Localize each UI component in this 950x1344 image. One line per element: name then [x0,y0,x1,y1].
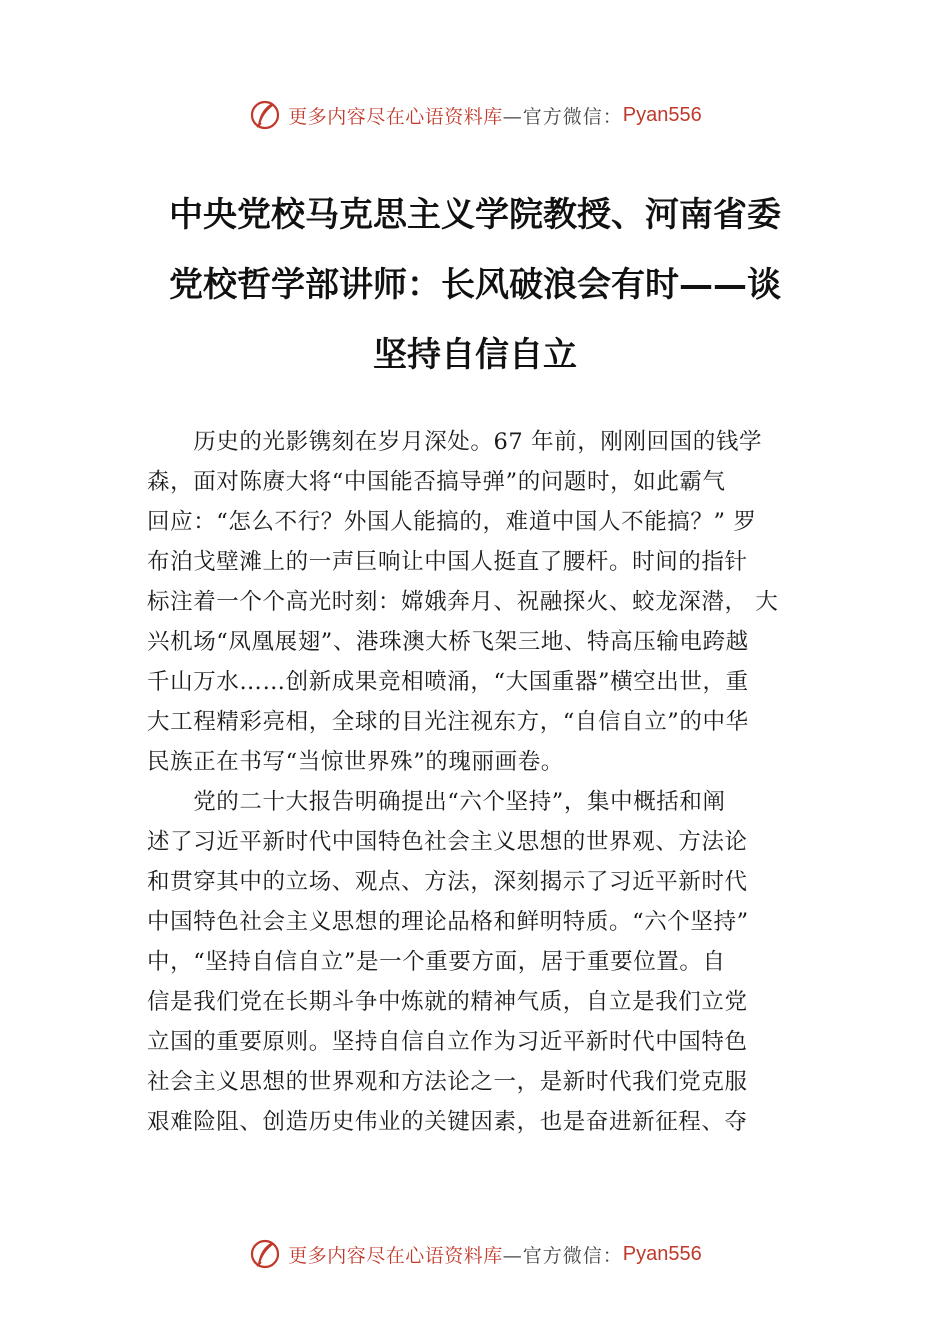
text-line: 大工程精彩亮相，全球的目光注视东方，“自信自立”的中华 [147,709,749,735]
text-line: 党的二十大报告明确提出“六个坚持”，集中概括和阐 [147,789,726,815]
quill-pen-logo-icon [248,1237,282,1271]
site-label: 更多内容尽在心语资料库 [288,1244,503,1267]
text-line: 艰难险阻、创造历史伟业的关键因素，也是奋进新征程、夺 [147,1109,748,1135]
text-line: 回应：“怎么不行？外国人能搞的，难道中国人不能搞？” 罗 [147,509,757,535]
wechat-id: Pyan556 [622,103,702,126]
wechat-id: Pyan556 [622,1242,702,1265]
text-line: 中，“坚持自信自立”是一个重要方面，居于重要位置。自 [147,949,726,975]
wechat-separator-label: —官方微信： [502,1244,623,1267]
text-line: 述了习近平新时代中国特色社会主义思想的世界观、方法论 [147,829,748,855]
title-line: 党校哲学部讲师：长风破浪会有时——谈 [169,265,781,305]
text-line: 信是我们党在长期斗争中炼就的精神气质，自立是我们立党 [147,989,748,1015]
text-line: 和贯穿其中的立场、观点、方法，深刻揭示了习近平新时代 [147,869,748,895]
text-line: 千山万水……创新成果竞相喷涌，“大国重器”横空出世，重 [147,669,749,695]
document-body [147,422,815,1142]
paragraph [147,782,815,1142]
text-line: 立国的重要原则。坚持自信自立作为习近平新时代中国特色 [147,1029,748,1055]
paragraph [147,422,815,782]
text-line: 历史的光影镌刻在岁月深处。67 年前，刚刚回国的钱学 [147,429,763,455]
document-title [140,180,810,390]
site-label: 更多内容尽在心语资料库 [288,105,503,128]
text-line: 兴机场“凤凰展翅”、港珠澳大桥飞架三地、特高压输电跨越 [147,629,749,655]
text-line: 民族正在书写“当惊世界殊”的瑰丽画卷。 [147,749,564,775]
header-banner [0,93,950,137]
quill-pen-logo-icon [248,98,282,132]
text-line: 标注着一个个高光时刻：嫦娥奔月、祝融探火、蛟龙深潜， 大 [147,589,779,615]
text-line: 布泊戈壁滩上的一声巨响让中国人挺直了腰杆。时间的指针 [147,549,748,575]
wechat-separator-label: —官方微信： [502,105,623,128]
text-line: 中国特色社会主义思想的理论品格和鲜明特质。“六个坚持” [147,909,749,935]
title-line: 坚持自信自立 [373,335,577,375]
title-line: 中央党校马克思主义学院教授、河南省委 [169,195,781,235]
text-line: 森，面对陈赓大将“中国能否搞导弹”的问题时，如此霸气 [147,469,726,495]
text-line: 社会主义思想的世界观和方法论之一，是新时代我们党克服 [147,1069,748,1095]
footer-banner [0,1232,950,1276]
